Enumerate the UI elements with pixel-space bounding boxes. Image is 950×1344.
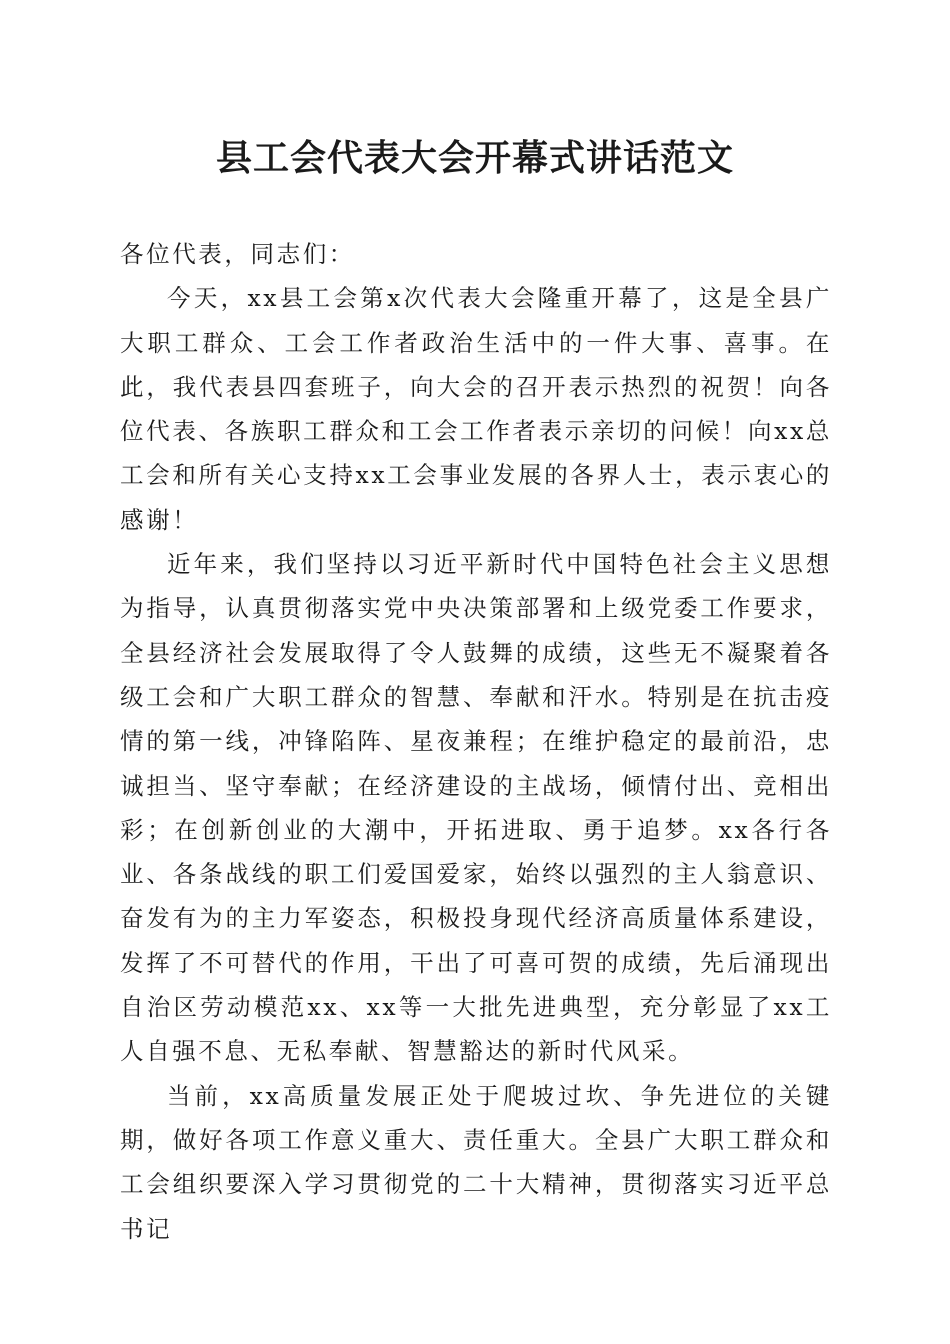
paragraph-current-tasks: 当前，xx高质量发展正处于爬坡过坎、争先进位的关键期，做好各项工作意义重大、责任重大。全县广大职工群众和工会组织要深入学习贯彻党的二十大精神，贯彻落实习近平总书记 [120,1081,832,1243]
paragraph-achievements: 近年来，我们坚持以习近平新时代中国特色社会主义思想为指导，认真贯彻落实党中央决策部署和上级党委工作要求，全县经济社会发展取得了令人鼓舞的成绩，这些无不凝聚着各级工会和广大职工群众的智慧、奉献和汗水。特别是在抗击疫情的第一线，冲锋陷阵、星夜兼程；在维护稳定的最前沿，忠诚担当、坚守奉献；在经济建设的主战场，倾情付出、竞相出彩；在创新创业的大潮中，开拓进取、勇于追梦。xx各行各业、各条战线的职工们爱国爱家，始终以强烈的主人翁意识、奋发有为的主力军姿态，积极投身现代经济高质量体系建设，发挥了不可替代的作用，干出了可喜可贺的成绩，先后涌现出自治区劳动模范xx、xx等一大批先进典型，充分彰显了xx工人自强不息、无私奉献、智慧豁达的新时代风采。 [120,550,832,1066]
document-body [120,232,832,1251]
salutation: 各位代表，同志们： [120,240,355,268]
document-title: 县工会代表大会开幕式讲话范文 [215,137,734,179]
paragraph-opening: 今天，xx县工会第x次代表大会隆重开幕了，这是全县广大职工群众、工会工作者政治生活中的一件大事、喜事。在此，我代表县四套班子，向大会的召开表示热烈的祝贺！向各位代表、各族职工群众和工会工作者表示亲切的问候！向xx总工会和所有关心支持xx工会事业发展的各界人士，表示衷心的感谢！ [120,284,832,534]
